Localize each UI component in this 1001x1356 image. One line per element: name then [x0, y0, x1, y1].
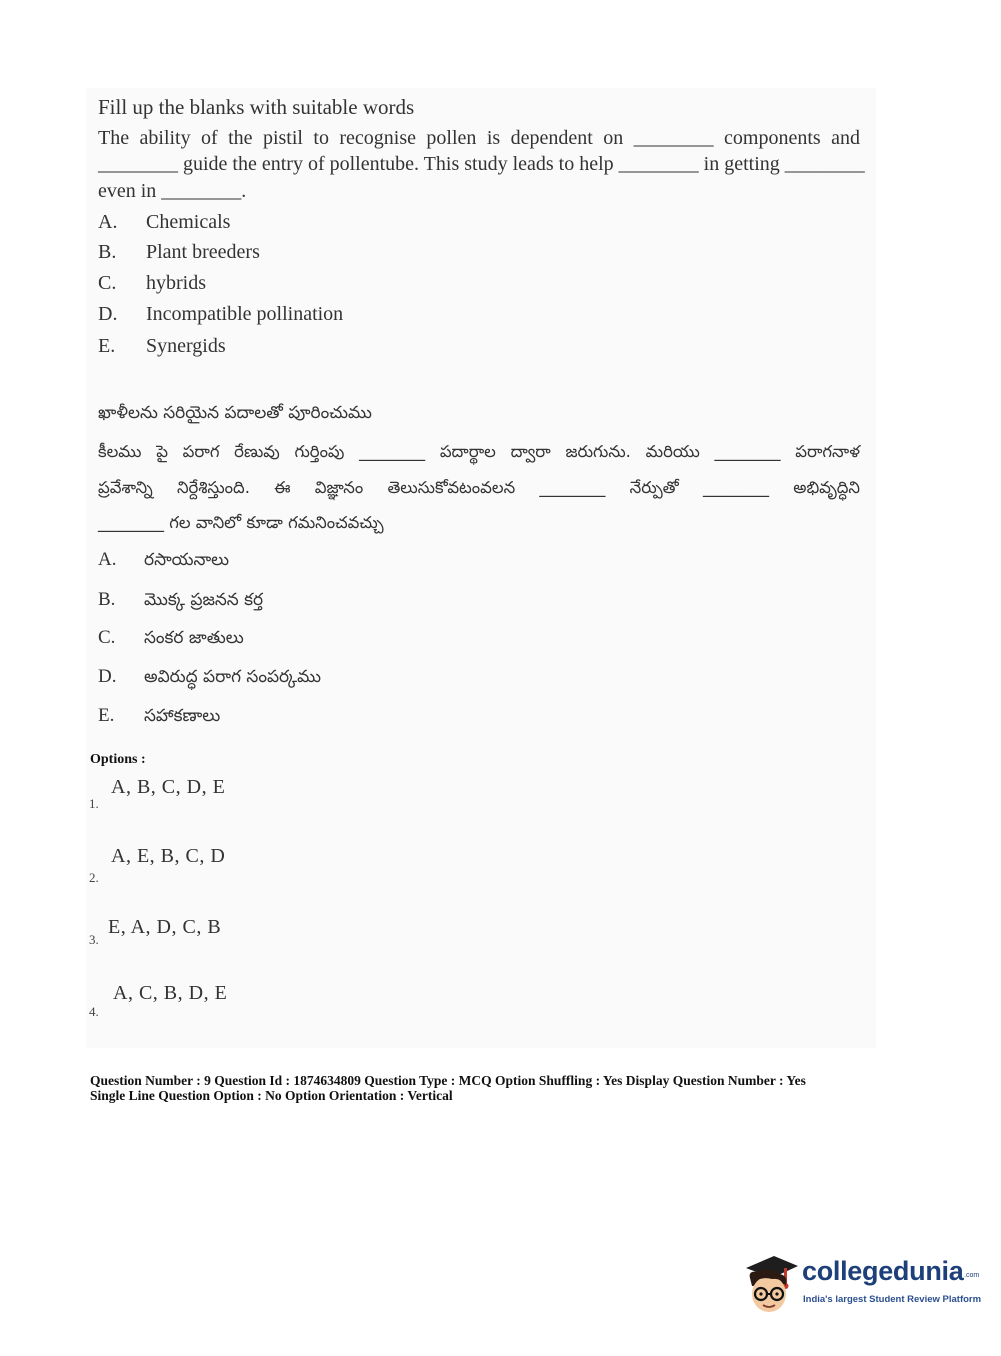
logo-suffix: .com [964, 1272, 980, 1279]
telugu-item-c: C. సంకర జాతులు [98, 627, 244, 648]
english-question-line-1: The ability of the pistil to recognise pollen is dependent on ________ components and [98, 127, 860, 149]
english-instruction: Fill up the blanks with suitable words [98, 95, 415, 119]
option-1-number: 1. [89, 796, 99, 811]
option-4-number: 4. [89, 1004, 99, 1019]
english-item-c: C. hybrids [98, 272, 206, 294]
question-meta-line-1: Question Number : 9 Question Id : 1874634809 Question Type : MCQ Option Shuffling : Yes Display Question Number : Yes [90, 1073, 806, 1088]
mascot-icon [740, 1248, 802, 1320]
telugu-instruction: ఖాళీలను సరియైన పదాలతో పూరించుము [98, 403, 372, 423]
logo-tagline: India's largest Student Review Platform [803, 1294, 982, 1305]
option-3-number: 3. [89, 932, 99, 947]
telugu-item-e: E. సహాకణాలు [98, 705, 221, 726]
telugu-question-line-1: కీలము పై పరాగ రేణువు గుర్తింపు ________ పదార్థాల ద్వారా జరుగును. మరియు ________ పరాగనాళ [98, 442, 860, 461]
english-question-line-3: even in ________. [98, 180, 247, 202]
telugu-item-b: B. మొక్క ప్రజనన కర్త [98, 589, 264, 610]
options-label: Options : [90, 752, 146, 767]
option-1[interactable]: A, B, C, D, E [111, 776, 226, 798]
option-2-number: 2. [89, 870, 99, 885]
collegedunia-logo [740, 1248, 982, 1320]
telugu-question-line-3: ________ గల వానిలో కూడా గమనించవచ్చు [98, 513, 384, 532]
question-meta-line-2: Single Line Question Option : No Option Orientation : Vertical [90, 1088, 453, 1103]
english-item-e: E. Synergids [98, 335, 226, 357]
option-3[interactable]: E, A, D, C, B [108, 916, 222, 938]
english-item-d: D. Incompatible pollination [98, 303, 344, 325]
english-item-b: B. Plant breeders [98, 241, 260, 263]
option-2[interactable]: A, E, B, C, D [111, 845, 226, 867]
telugu-item-d: D. అవిరుద్ధ పరాగ సంపర్కము [98, 666, 321, 687]
english-question-line-2: ________ guide the entry of pollentube. This study leads to help ________ in getting ________ [98, 153, 865, 175]
question-meta [90, 1073, 806, 1103]
telugu-question-line-2: ప్రవేశాన్ని నిర్దేశిస్తుంది. ఈ విజ్ఞానం తెలుసుకోవటంవలన ________ నేర్పుతో ________ అభివృద్ధిని [98, 478, 860, 497]
logo-wordmark: collegedunia [802, 1256, 964, 1286]
english-item-a: A. Chemicals [98, 211, 231, 233]
telugu-item-a: A. రసాయనాలు [98, 549, 230, 570]
option-4[interactable]: A, C, B, D, E [113, 982, 228, 1004]
